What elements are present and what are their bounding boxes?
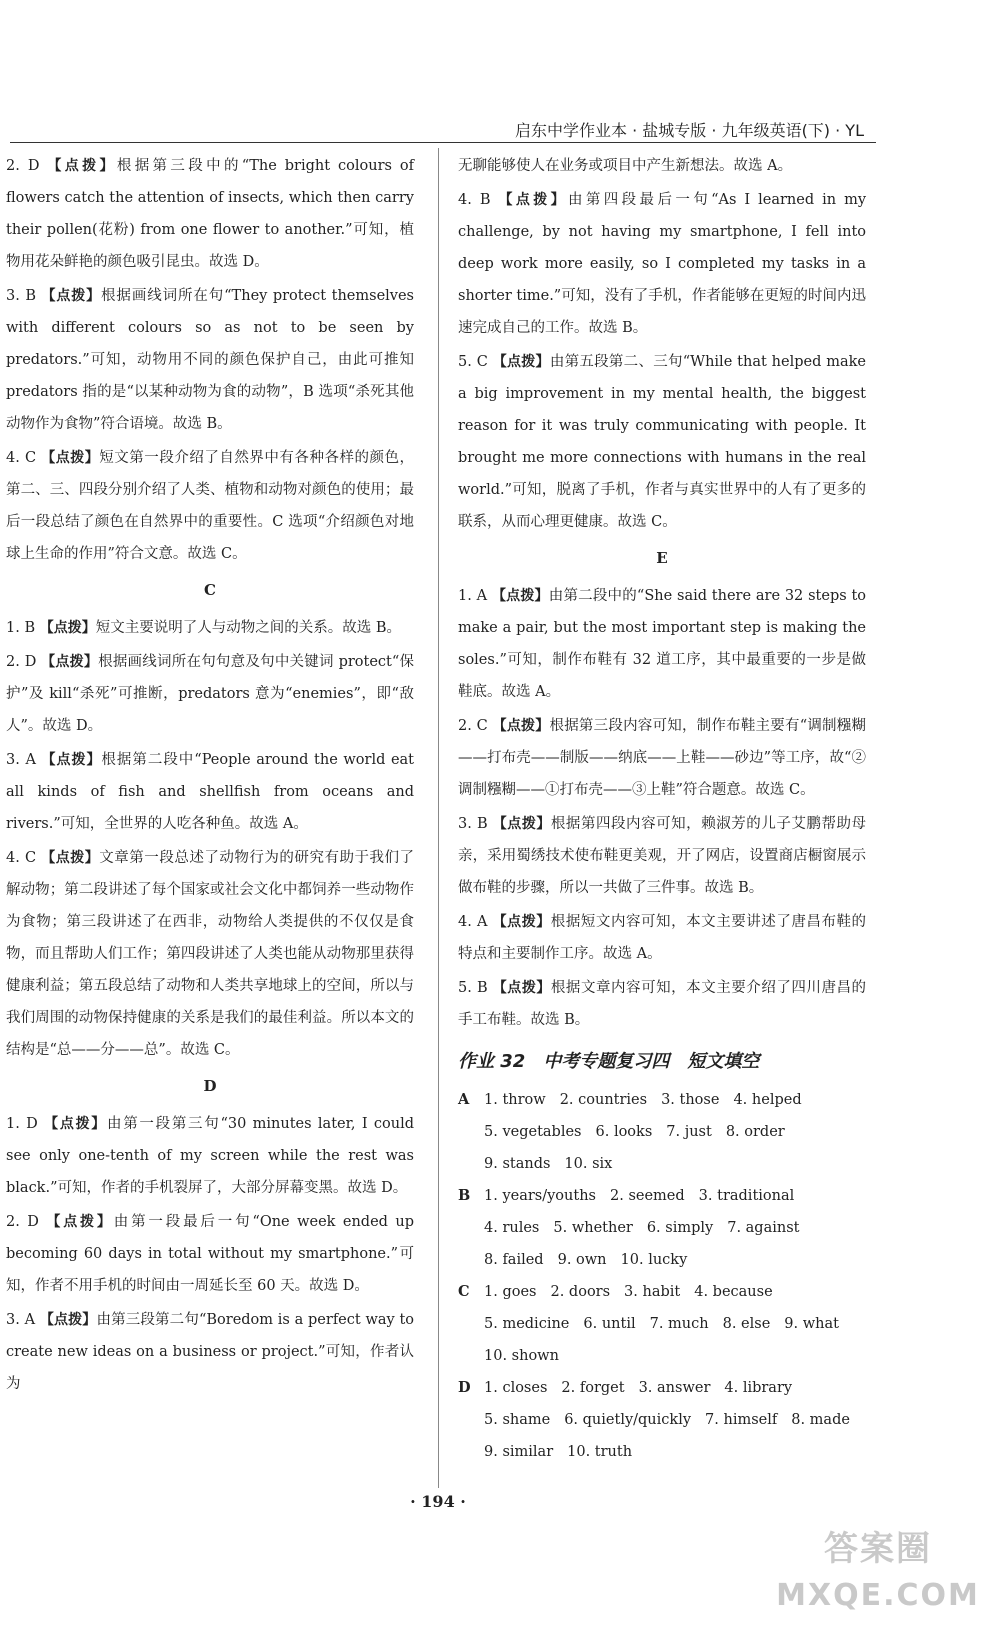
watermark-url: MXQE.COM — [776, 1578, 980, 1613]
hint-tag: 【点拨】 — [39, 1312, 97, 1328]
hint-tag: 【点拨】 — [44, 1116, 107, 1132]
answers-section-c — [6, 612, 414, 1066]
blank-answer: 5. shame — [484, 1412, 551, 1428]
blank-answer: 5. medicine — [484, 1316, 570, 1332]
blank-answer-list — [484, 1276, 866, 1372]
answer-letter: B — [476, 816, 488, 832]
answer-item — [6, 150, 414, 278]
blank-answer: 1. years/youths — [484, 1188, 596, 1204]
blank-answer: 3. traditional — [698, 1188, 795, 1204]
answer-letter: B — [24, 620, 36, 636]
answer-number: 4. — [6, 850, 20, 866]
section-c-heading: C — [204, 581, 216, 599]
answers-section-d — [6, 1108, 414, 1400]
answer-number: 4. — [458, 192, 472, 208]
answer-item — [6, 1206, 414, 1302]
fill-in-blank-answers — [458, 1084, 866, 1468]
answer-explanation: 文章第一段总述了动物行为的研究有助于我们了解动物；第二段讲述了每个国家或社会文化中都饲养一些动物作为食物；第三段讲述了在西非，动物给人类提供的不仅仅是食物，而且帮助人们工作；第四段讲述了人类也能从动物那里获得健康利益；第五段总结了动物和人类共享地球上的空间，所以与我们周围的动物保持健康的关系是我们的最佳利益。所以本文的结构是“总——分——总”。故选 C。 — [6, 850, 415, 1058]
watermark-logo — [758, 1524, 998, 1648]
answer-item — [458, 710, 866, 806]
blank-answer: 4. rules — [484, 1220, 540, 1236]
blank-answer: 10. shown — [484, 1348, 559, 1364]
hint-tag: 【点拨】 — [46, 1214, 114, 1230]
blank-answer: 10. six — [564, 1156, 613, 1172]
blank-answer: 7. much — [649, 1316, 709, 1332]
answer-item — [458, 580, 866, 708]
column-divider — [438, 148, 439, 1488]
blank-answer: 10. truth — [567, 1444, 633, 1460]
hint-tag: 【点拨】 — [491, 588, 549, 604]
blank-answer: 6. looks — [595, 1124, 653, 1140]
blank-answer: 8. order — [725, 1124, 785, 1140]
answer-item — [458, 808, 866, 904]
header-rule — [10, 142, 876, 143]
page-header: 启东中学作业本 · 盐城专版 · 九年级英语(下) · YL — [515, 121, 864, 140]
blank-answer: 7. himself — [705, 1412, 778, 1428]
answer-item — [6, 1108, 414, 1204]
answer-number: 1. — [458, 588, 472, 604]
blank-answer: 8. else — [722, 1316, 771, 1332]
blank-answer: 6. quietly/quickly — [564, 1412, 692, 1428]
blank-answer: 1. throw — [484, 1092, 546, 1108]
blank-group — [458, 1372, 866, 1468]
blank-answer: 3. those — [661, 1092, 720, 1108]
blank-answer-list — [484, 1372, 866, 1468]
blank-answer: 1. closes — [484, 1380, 548, 1396]
hint-tag: 【点拨】 — [492, 718, 550, 734]
left-column — [6, 150, 414, 1402]
answer-explanation: 根据第三段内容可知，制作布鞋主要有“调制糨糊——打布壳——制版——纳底——上鞋——砂边”等工序，故“②调制糨糊——①打布壳——③上鞋”符合题意。故选 C。 — [458, 718, 866, 798]
answer-item — [458, 184, 866, 344]
answer-explanation: 短文第一段介绍了自然界中有各种各样的颜色，第二、三、四段分别介绍了人类、植物和动物对颜色的使用；最后一段总结了颜色在自然界中的重要性。C 选项“介绍颜色对地球上生命的作用”符合文意。故选 C。 — [6, 450, 415, 562]
answer-number: 3. — [6, 1312, 20, 1328]
answer-number: 3. — [458, 816, 472, 832]
answer-letter: B — [479, 192, 491, 208]
blank-answer: 8. made — [791, 1412, 850, 1428]
hint-tag: 【点拨】 — [39, 620, 96, 636]
hint-tag: 【点拨】 — [41, 654, 99, 670]
answer-letter: D — [26, 1116, 38, 1132]
answer-explanation: 根据文章内容可知，本文主要介绍了四川唐昌的手工布鞋。故选 B。 — [458, 980, 867, 1028]
answer-letter: D — [27, 1214, 39, 1230]
answer-number: 1. — [6, 620, 20, 636]
hint-tag: 【点拨】 — [47, 158, 117, 174]
answer-number: 2. — [6, 158, 20, 174]
blank-answer: 4. because — [694, 1284, 773, 1300]
blank-answer: 9. own — [557, 1252, 607, 1268]
blank-group — [458, 1276, 866, 1372]
answer-explanation: 根据画线词所在句句意及句中关键词 protect“保护”及 kill“杀死”可推断，predators 意为“enemies”，即“敌人”。故选 D。 — [6, 654, 415, 734]
blank-answer: 2. doors — [550, 1284, 611, 1300]
hint-tag: 【点拨】 — [492, 980, 551, 996]
answer-explanation: 根据第二段中“People around the world eat all kinds of fish and shellfish from oceans and rivers.”可知，全世界的人吃各种鱼。故选 A。 — [6, 752, 415, 832]
section-d-heading: D — [203, 1077, 217, 1095]
blank-answer-list — [484, 1084, 866, 1180]
hint-tag: 【点拨】 — [492, 816, 551, 832]
answer-letter: D — [24, 654, 37, 670]
answer-letter: C — [476, 354, 488, 370]
answer-explanation: 由第四段最后一句“As I learned in my challenge, by not having my smartphone, I fell into deep work more easily, so I completed my tasks in a shorter time.”可知，没有了手机，作者能够在更短的时间内迅速完成自己的工作。故选 B。 — [458, 192, 867, 336]
blank-answer: 9. similar — [484, 1444, 554, 1460]
blank-answer: 6. simply — [646, 1220, 714, 1236]
blank-answer-list — [484, 1180, 866, 1276]
blank-answer: 9. stands — [484, 1156, 551, 1172]
answer-item — [6, 744, 414, 840]
blank-answer: 7. against — [727, 1220, 800, 1236]
blank-answer: 10. lucky — [620, 1252, 688, 1268]
section-e-heading: E — [656, 549, 668, 567]
answer-letter: D — [27, 158, 40, 174]
blank-answer: 5. whether — [553, 1220, 633, 1236]
answer-number: 1. — [6, 1116, 20, 1132]
answer-explanation: 根据短文内容可知，本文主要讲述了唐昌布鞋的特点和主要制作工序。故选 A。 — [458, 914, 867, 962]
answer-number: 5. — [458, 980, 472, 996]
blank-answer: 1. goes — [484, 1284, 537, 1300]
answer-letter: C — [476, 718, 488, 734]
blank-group — [458, 1180, 866, 1276]
blank-answer: 2. forget — [561, 1380, 625, 1396]
answer-letter: B — [25, 288, 36, 304]
answer-explanation: 由第三段第二句“Boredom is a perfect way to create new ideas on a business or project.”可知，作者认为 — [6, 1312, 415, 1392]
answer-number: 2. — [6, 1214, 20, 1230]
answer-explanation: 由第五段第二、三句“While that helped make a big improvement in my mental health, the biggest reason for it was truly communicating with people. It brought me more connections with humans in the real world.”可知，脱离了手机，作者与真实世界中的人有了更多的联系，从而心理更健康。故选 C。 — [458, 354, 867, 530]
answer-number: 3. — [6, 752, 20, 768]
answer-item — [6, 646, 414, 742]
answer-letter: A — [25, 752, 36, 768]
answer-explanation: 短文主要说明了人与动物之间的关系。故选 B。 — [95, 620, 401, 636]
answer-item — [6, 1304, 414, 1400]
right-column — [458, 150, 866, 1468]
answer-letter: C — [24, 850, 37, 866]
blank-answer: 4. helped — [733, 1092, 802, 1108]
hint-tag: 【点拨】 — [498, 192, 569, 208]
blank-group-letter: D — [458, 1379, 471, 1396]
blank-group-letter: B — [458, 1187, 471, 1204]
blank-answer: 7. just — [666, 1124, 712, 1140]
continued-text: 无聊能够使人在业务或项目中产生新想法。故选 A。 — [458, 158, 793, 174]
answers-section-b — [6, 150, 414, 570]
hint-tag: 【点拨】 — [41, 850, 100, 866]
answer-letter: A — [477, 914, 488, 930]
answer-explanation: 根据画线词所在句“They protect themselves with different colours so as not to be seen by predators.”可知，动物用不同的颜色保护自己，由此可推知 predators 指的是“以某种动物为食的动物”，B 选项“杀死其他动物作为食物”符合语境。故选 B。 — [6, 288, 414, 432]
hint-tag: 【点拨】 — [492, 354, 550, 370]
homework-title: 作业 32 中考专题复习四 短文填空 — [458, 1051, 760, 1072]
answer-item — [6, 280, 414, 440]
answer-explanation: 由第二段中的“She said there are 32 steps to make a pair, but the most important step is making the soles.”可知，制作布鞋有 32 道工序，其中最重要的一步是做鞋底。故选 A。 — [458, 588, 867, 700]
answer-item — [6, 842, 414, 1066]
blank-answer: 9. what — [784, 1316, 839, 1332]
answer-letter: A — [24, 1312, 36, 1328]
answer-explanation: 由第一段第三句“30 minutes later, I could see only one-tenth of my screen while the rest was black.”可知，作者的手机裂屏了，大部分屏幕变黑。故选 D。 — [6, 1116, 415, 1196]
answer-number: 4. — [458, 914, 472, 930]
hint-tag: 【点拨】 — [41, 752, 102, 768]
answer-explanation: 根据第三段中的“The bright colours of flowers catch the attention of insects, which then carry their pollen(花粉) from one flower to another.”可知，植物用花朵鲜艳的颜色吸引昆虫。故选 D。 — [6, 158, 415, 270]
blank-answer: 2. countries — [559, 1092, 648, 1108]
blank-answer: 8. failed — [484, 1252, 544, 1268]
answer-number: 3. — [6, 288, 20, 304]
answer-item — [458, 346, 866, 538]
watermark-text: 答案圈 — [824, 1529, 932, 1569]
blank-answer: 2. seemed — [610, 1188, 685, 1204]
answer-explanation: 根据第四段内容可知，赖淑芳的儿子艾鹏帮助母亲，采用蜀绣技术使布鞋更美观，开了网店，设置商店橱窗展示做布鞋的步骤，所以一共做了三件事。故选 B。 — [458, 816, 867, 896]
hint-tag: 【点拨】 — [41, 450, 100, 466]
blank-answer: 4. library — [724, 1380, 793, 1396]
answer-item — [6, 612, 414, 644]
hint-tag: 【点拨】 — [492, 914, 551, 930]
blank-group-letter: A — [458, 1091, 470, 1108]
answer-item — [6, 442, 414, 570]
answer-number: 2. — [458, 718, 472, 734]
blank-answer: 6. until — [583, 1316, 636, 1332]
answer-number: 2. — [6, 654, 20, 670]
answer-number: 4. — [6, 450, 20, 466]
answers-section-e — [458, 580, 866, 1036]
hint-tag: 【点拨】 — [41, 288, 102, 304]
answer-item — [458, 972, 866, 1036]
blank-answer: 5. vegetables — [484, 1124, 582, 1140]
page-number: · 194 · — [410, 1492, 466, 1511]
answer-item — [458, 906, 866, 970]
answer-letter: A — [476, 588, 488, 604]
blank-group — [458, 1084, 866, 1180]
answer-explanation: 由第一段最后一句“One week ended up becoming 60 days in total without my smartphone.”可知，作者不用手机的时间由一周延长至 60 天。故选 D。 — [6, 1214, 415, 1294]
answer-letter: C — [24, 450, 37, 466]
blank-answer: 3. habit — [624, 1284, 681, 1300]
blank-group-letter: C — [458, 1283, 470, 1300]
answers-section-d-continued — [458, 184, 866, 538]
answer-letter: B — [476, 980, 488, 996]
blank-answer: 3. answer — [638, 1380, 711, 1396]
answer-number: 5. — [458, 354, 472, 370]
